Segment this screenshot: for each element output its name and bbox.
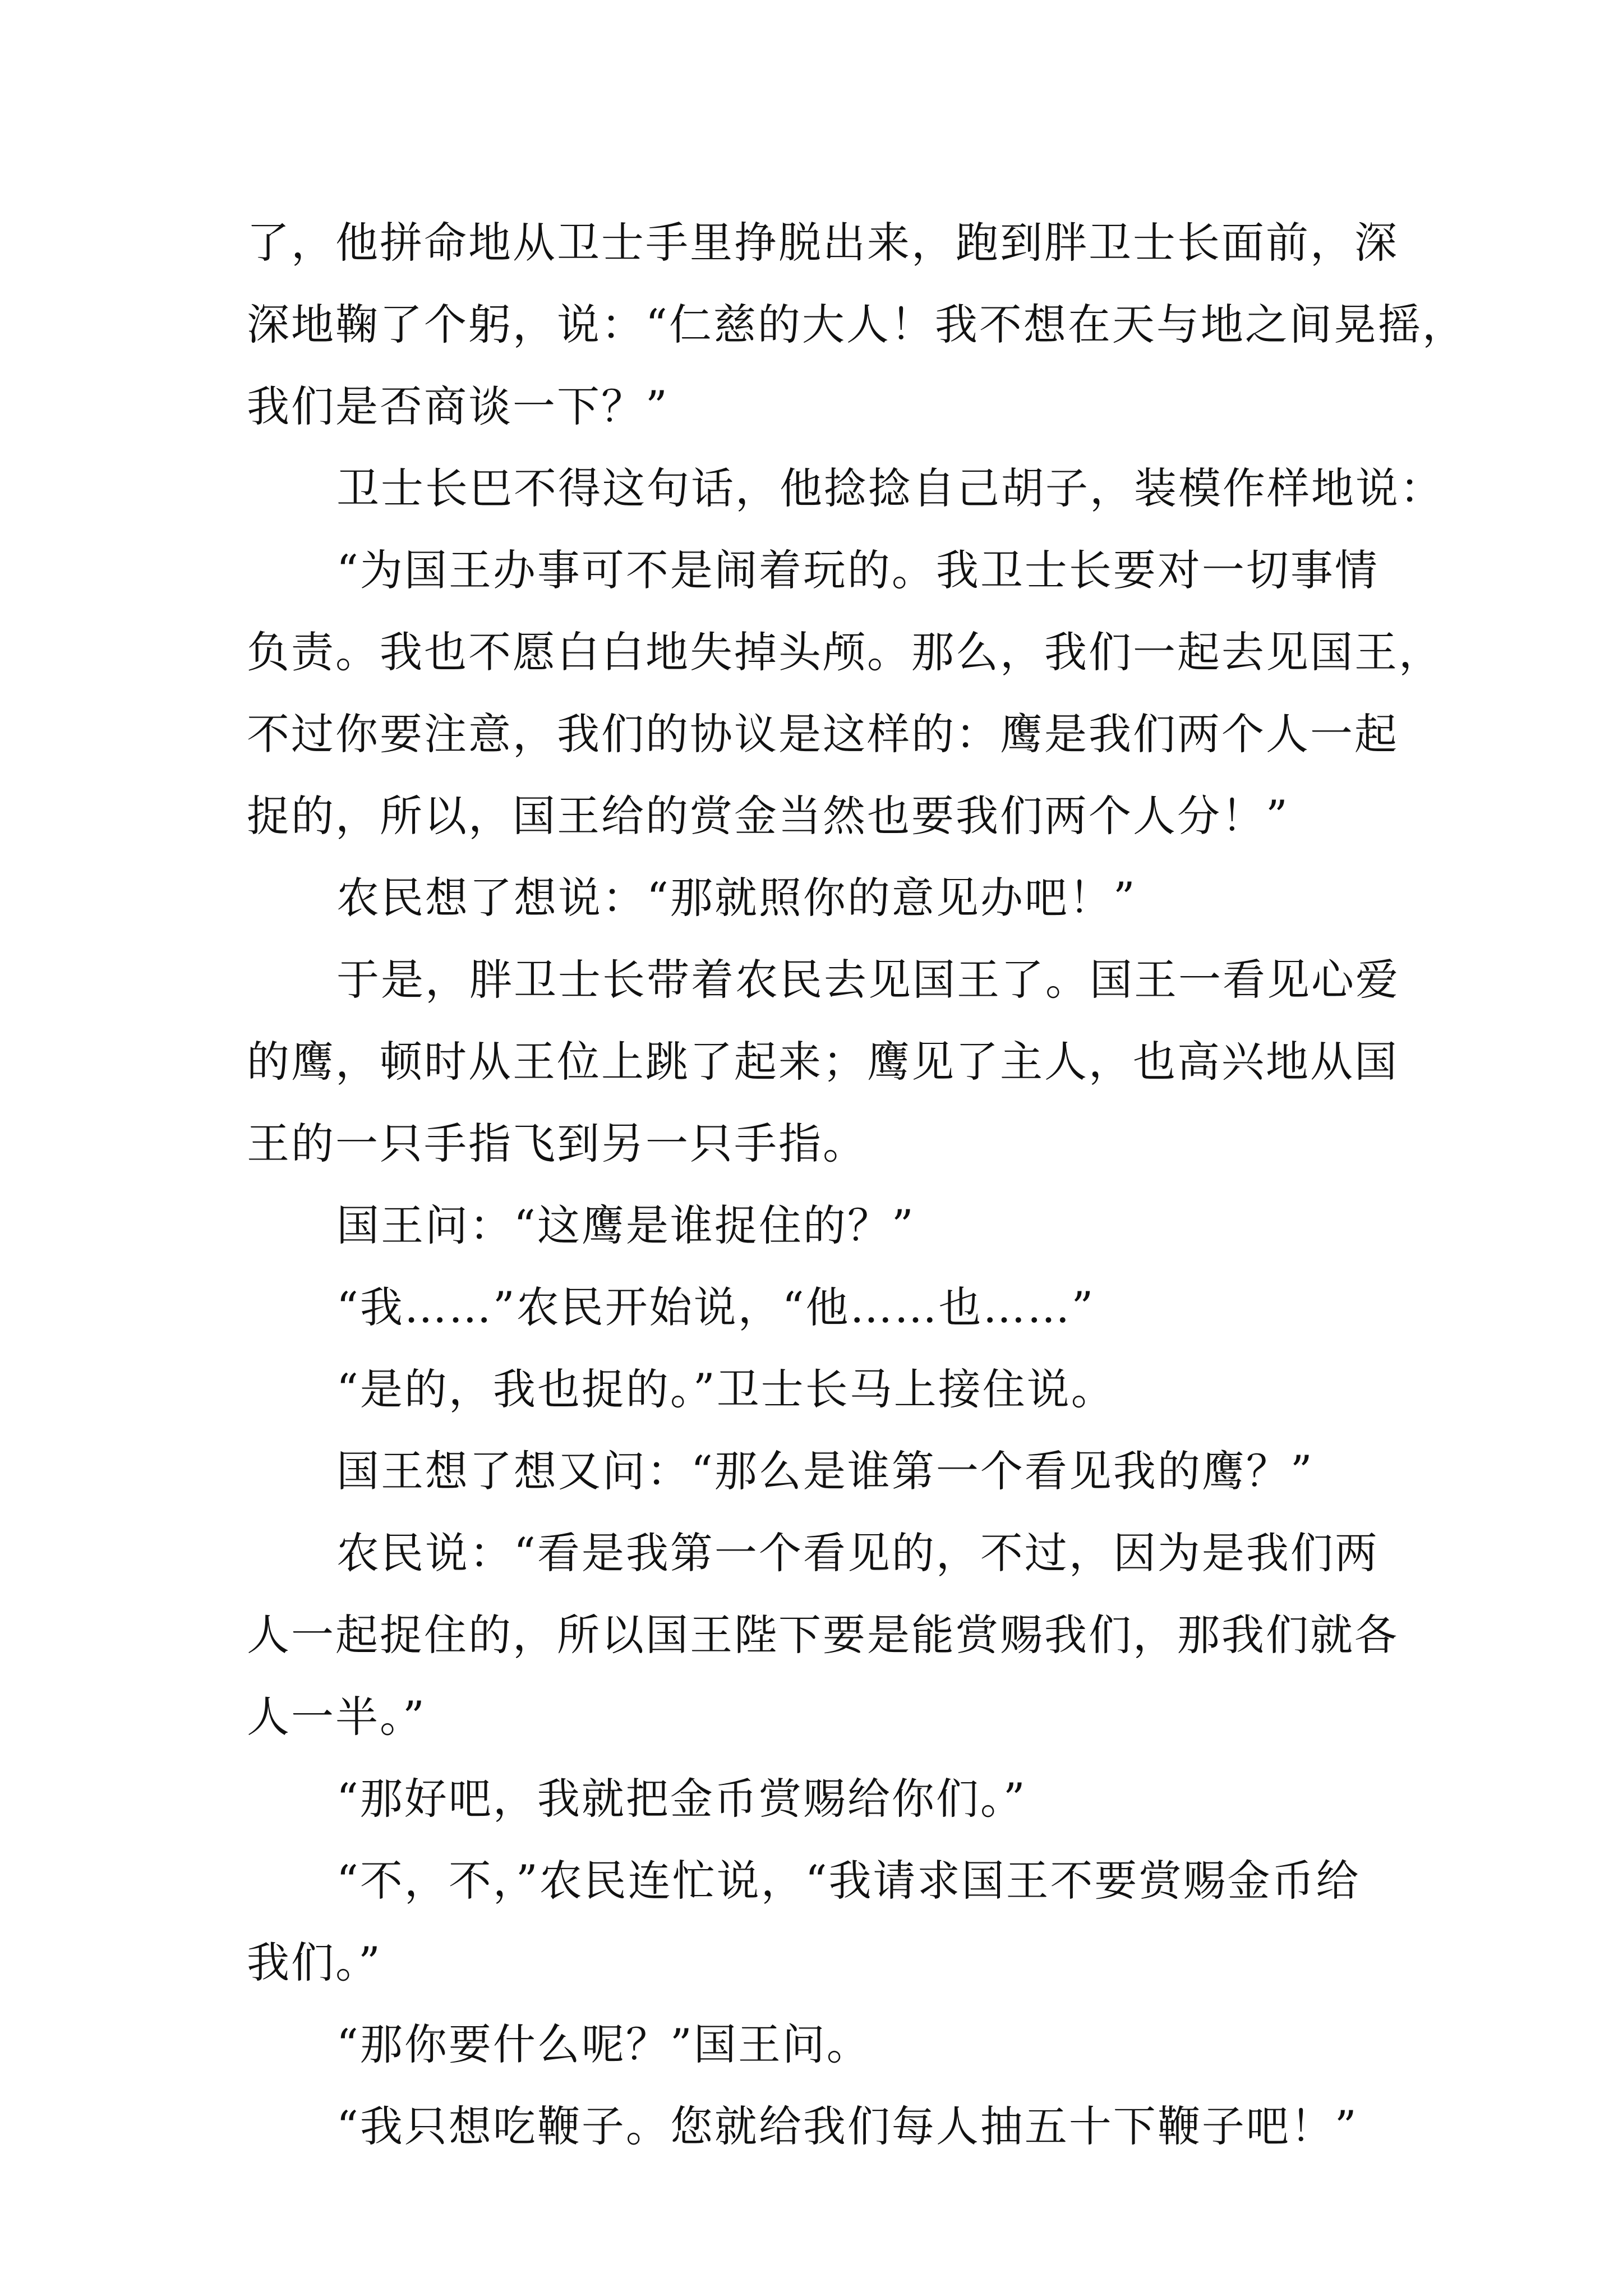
text-line: “那好吧，我就把金币赏赐给你们。” — [336, 1774, 1027, 1824]
text-line: 的鹰，顿时从王位上跳了起来；鹰见了主人，也高兴地从国 — [247, 1037, 1399, 1087]
text-line: 我们。” — [247, 1938, 382, 1987]
text-line: 深地鞠了个躬，说：“仁慈的大人！我不想在天与地之间晃摇， — [247, 300, 1467, 349]
text-line: 了，他拼命地从卫士手里挣脱出来，跑到胖卫士长面前，深 — [247, 218, 1399, 268]
text-line: 卫士长巴不得这句话，他捻捻自己胡子，装模作样地说： — [336, 463, 1444, 513]
text-line: “是的，我也捉的。”卫士长马上接住说。 — [336, 1364, 1115, 1414]
text-line: 农民说：“看是我第一个看见的，不过，因为是我们两 — [336, 1528, 1379, 1578]
text-line: 捉的，所以，国王给的赏金当然也要我们两个人分！” — [247, 791, 1289, 841]
text-line: 人一半。” — [247, 1692, 426, 1742]
text-line: 国王想了想又问：“那么是谁第一个看见我的鹰？” — [336, 1446, 1314, 1496]
text-line: “那你要什么呢？”国王问。 — [336, 2019, 871, 2069]
story-text — [247, 202, 1467, 2168]
text-line: “我……”农民开始说，“他……也……” — [336, 1282, 1095, 1332]
text-line: “我只想吃鞭子。您就给我们每人抽五十下鞭子吧！” — [336, 2101, 1358, 2151]
text-line: 人一起捉住的，所以国王陛下要是能赏赐我们，那我们就各 — [247, 1610, 1399, 1660]
text-line: “不，不，”农民连忙说，“我请求国王不要赏赐金币给 — [336, 1856, 1361, 1906]
text-line: “为国王办事可不是闹着玩的。我卫士长要对一切事情 — [336, 545, 1379, 595]
text-line: 于是，胖卫士长带着农民去见国王了。国王一看见心爱 — [336, 955, 1400, 1005]
text-line: 农民想了想说：“那就照你的意见办吧！” — [336, 873, 1137, 923]
text-line: 王的一只手指飞到另一只手指。 — [247, 1119, 867, 1168]
text-line: 不过你要注意，我们的协议是这样的：鹰是我们两个人一起 — [247, 709, 1399, 759]
text-line: 国王问：“这鹰是谁捉住的？” — [336, 1200, 915, 1250]
text-line: 负责。我也不愿白白地失掉头颅。那么，我们一起去见国王， — [247, 627, 1443, 677]
text-line: 我们是否商谈一下？” — [247, 381, 669, 431]
